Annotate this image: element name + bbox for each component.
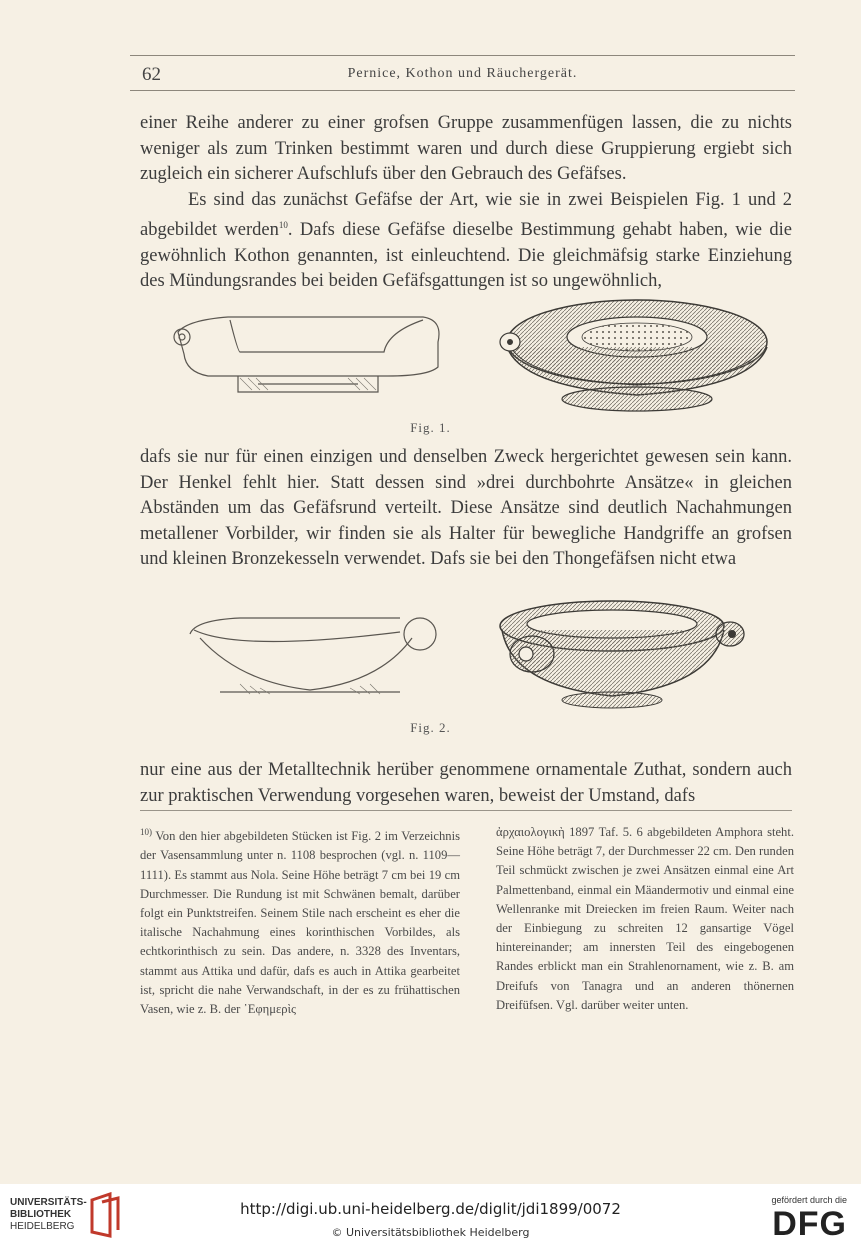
fig2-profile-drawing [180, 612, 440, 707]
body-paragraph-1 [140, 111, 792, 295]
paragraph-1-text: einer Reihe anderer zu einer grofsen Gruppe zusammenfügen lassen, die zu nichts weniger als zum Trinken bestimmt waren und durch diese Gruppierung ergiebt sich zugleich ein sicherer Aufschlufs über den Gebrauch des Gefäfses. [140, 113, 792, 184]
copyright-notice: © Universitätsbibliothek Heidelberg [331, 1226, 530, 1239]
header-rule-top [130, 55, 795, 56]
running-head: Pernice, Kothon und Räuchergerät. [347, 66, 578, 81]
page-number: 62 [142, 64, 161, 85]
fig1-profile-drawing [168, 312, 448, 407]
dfg-funding-note: gefördert durch die [771, 1195, 847, 1205]
dfg-logo[interactable]: DFG [772, 1205, 847, 1243]
footnote-reference: 10 [278, 220, 288, 230]
fig2-caption: Fig. 2. [410, 720, 451, 735]
paragraph-2-text-a: Es sind das zunächst Gefäfse der Art, wie sie in zwei Beispielen Fig. 1 und 2 abgebildet werden [140, 189, 792, 241]
footnote-right-column: ἀρχαιολογικὴ 1897 Taf. 5. 6 abgebildeten Amphora steht. Seine Höhe beträgt 7, der Durchmesser 22 cm. Den runden Teil schmückt zwischen je zwei Ansätzen einmal eine Art Palmettenband, einmal ein Mäandermotiv und einmal eine Wellenranke mit Dreiecken im freien Raum. Weiter nach der Einbiegung zu schreiten 12 gansartige Vögel hintereinander; am innersten Teil des eingebogenen Randes erblickt man ein Strahlenornament, wie z. B. am Dreifufs von Tanagra und an anderen thönernen Dreifüfsen. Vgl. darüber weiter unten. [496, 825, 794, 1012]
body-paragraph-4: nur eine aus der Metalltechnik herüber genommene ornamentale Zuthat, sondern auch zur praktischen Verwendung vorgesehen waren, beweist der Umstand, dafs [140, 760, 792, 806]
library-line-2: BIBLIOTHEK [10, 1209, 72, 1220]
fig2-vessel-drawing [492, 596, 752, 716]
body-paragraph-3: dafs sie nur für einen einzigen und denselben Zweck hergerichtet gewesen sein kann. Der Henkel fehlt hier. Statt dessen sind »drei durchbohrte Ansätze« in gleichen Abständen um das Gefäfsrund verteilt. Diese Ansätze sind deutlich Nachahmungen metallener Vorbilder, wir finden sie als Halter für bewegliche Handgriffe an grofsen und kleinen Bronzekesseln verwendet. Dafs sie bei den Thongefäfsen nicht etwa [140, 447, 792, 569]
fig1-caption: Fig. 1. [410, 420, 451, 435]
footnote-left-column [140, 823, 460, 1019]
footnote-left-text: Von den hier abgebildeten Stücken ist Fig. 2 im Verzeichnis der Vasensammlung unter n. 1108 besprochen (vgl. n. 1109—1111). Es stammt aus Nola. Seine Höhe beträgt 7 cm bei 19 cm Durchmesser. Die Rundung ist mit Schwänen bemalt, darüber folgt ein Punktstreifen. Seinem Stile nach erscheint es eher die italische Nachahmung eines korinthischen Vorbildes, als echtkorinthisch zu sein. Das andere, n. 3328 des Inventars, stammt aus Attika und dafür, dafs es auch in Attika gearbeitet ist, spricht die nahe Verwandschaft, in der es zu frühattischen Vasen, wie z. B. der ᾿Εφημερὶς [140, 829, 461, 1017]
library-line-1: UNIVERSITÄTS- [10, 1197, 87, 1208]
library-line-3: HEIDELBERG [10, 1221, 75, 1232]
header-rule-bottom [130, 90, 795, 91]
footnote-rule [140, 810, 792, 811]
paragraph-2-text-b: . Dafs diese Gefäfse dieselbe Bestimmung gehabt haben, wie die gewöhnlich Kothon genannten, ist einleuchtend. Die gleichmäfsig starke Einziehung des Mündungsrandes bei beiden Gefäfsgattungen ist so ungewöhnlich, [140, 220, 792, 292]
permalink-url[interactable]: http://digi.ub.uni-heidelberg.de/diglit/jdi1899/0072 [240, 1200, 621, 1218]
footnote-mark: 10) [140, 827, 152, 837]
fig1-vessel-drawing [492, 287, 777, 417]
